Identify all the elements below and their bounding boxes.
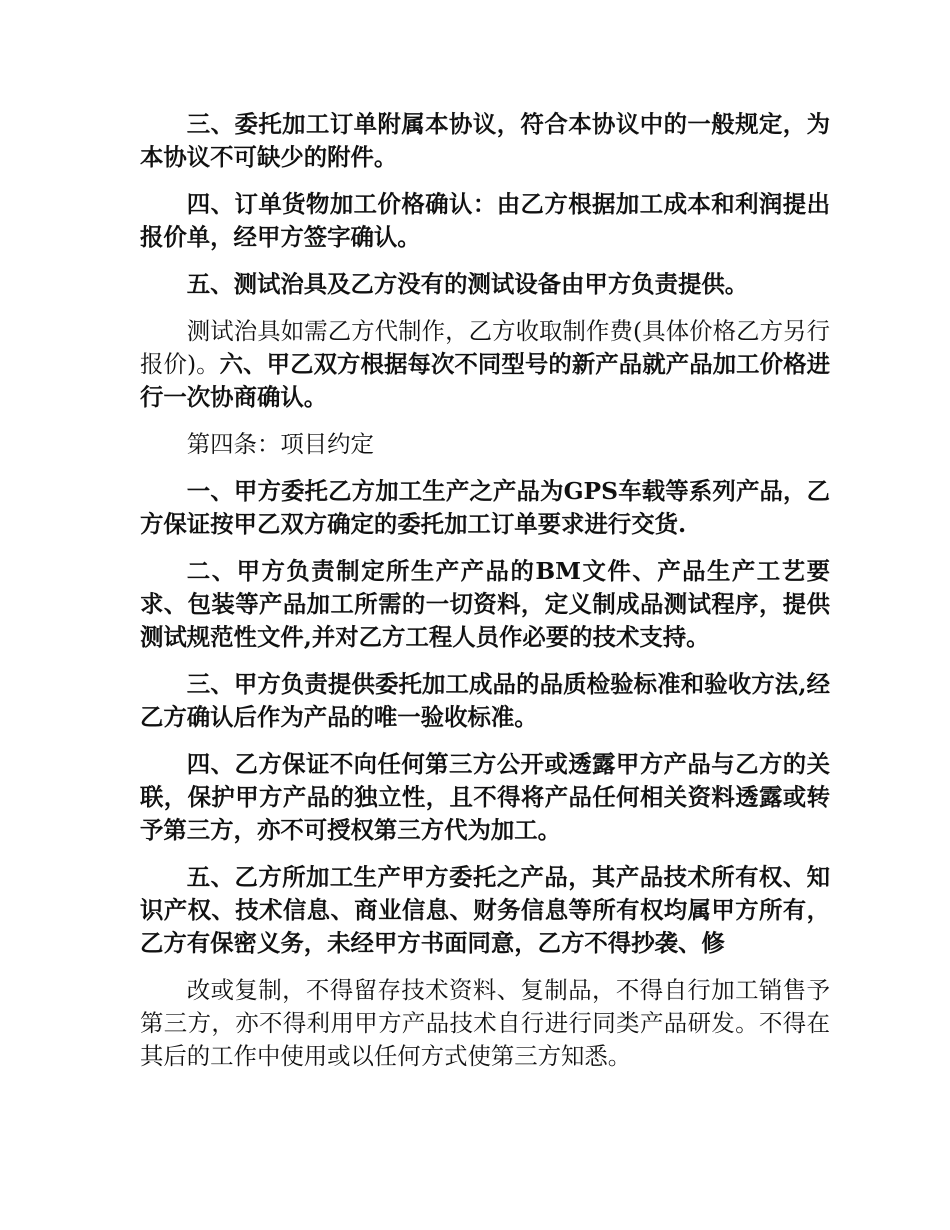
paragraph-11: 改或复制，不得留存技术资料、复制品，不得自行加工销售予第三方，亦不得利用甲方产品技术自行进行同类产品研发。不得在其后的工作中使用或以任何方式使第三方知悉。	[140, 976, 830, 1070]
paragraph-3: 五、测试治具及乙方没有的测试设备由甲方负责提供。	[186, 270, 749, 298]
paragraph-4	[140, 315, 830, 414]
paragraph-4-bold-part: 六、甲乙双方根据每次不同型号的新产品就产品加工价格进行一次协商确认。	[140, 350, 830, 411]
paragraph-1: 三、委托加工订单附属本协议，符合本协议中的一般规定，为本协议不可缺少的附件。	[140, 110, 830, 171]
paragraph-7: 二、甲方负责制定所生产产品的BM文件、产品生产工艺要求、包装等产品加工所需的一切资料，定义制成品测试程序，提供测试规范性文件,并对乙方工程人员作必要的技术支持。	[140, 557, 830, 651]
paragraph-9: 四、乙方保证不向任何第三方公开或透露甲方产品与乙方的关联，保护甲方产品的独立性，且不得将产品任何相关资料透露或转予第三方，亦不可授权第三方代为加工。	[140, 750, 830, 844]
paragraph-4-regular-part: 测试治具如需乙方代制作，乙方收取制作费(具体价格乙方另行报价)。	[140, 317, 830, 378]
paragraph-8: 三、甲方负责提供委托加工成品的品质检验标准和验收方法,经乙方确认后作为产品的唯一验收标准。	[140, 670, 830, 731]
paragraph-2: 四、订单货物加工价格确认：由乙方根据加工成本和利润提出报价单，经甲方签字确认。	[140, 190, 830, 251]
section-heading-article-4: 第四条：项目约定	[186, 430, 374, 458]
paragraph-10: 五、乙方所加工生产甲方委托之产品，其产品技术所有权、知识产权、技术信息、商业信息、财务信息等所有权均属甲方所有，乙方有保密义务，未经甲方书面同意，乙方不得抄袭、修	[140, 863, 830, 957]
paragraph-6: 一、甲方委托乙方加工生产之产品为GPS车载等系列产品，乙方保证按甲乙双方确定的委托加工订单要求进行交货.	[140, 477, 830, 538]
document-page	[140, 108, 830, 1087]
